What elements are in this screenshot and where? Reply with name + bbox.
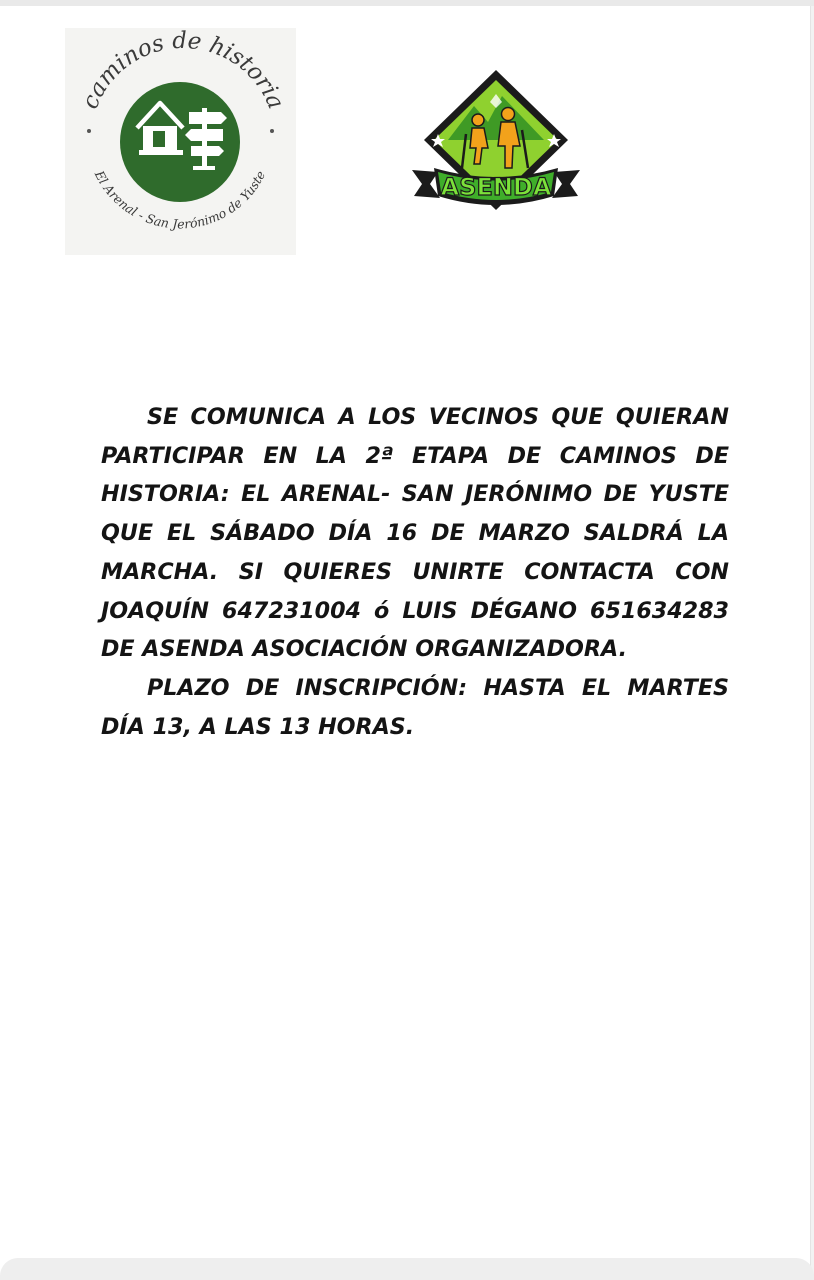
- notice-paragraph-1: SE COMUNICA A LOS VECINOS QUE QUIERAN PARTICIPAR EN LA 2ª ETAPA DE CAMINOS DE HISTORIA: EL ARENAL- SAN JERÓNIMO DE YUSTE QUE EL SÁBADO DÍA 16 DE MARZO SALDRÁ LA MARCHA. SI QUIERES UNIRTE CONTACTA CON JOAQUÍN 647231004 ó LUIS DÉGANO 651634283 DE ASENDA ASOCIACIÓN ORGANIZADORA.: [101, 404, 729, 663]
- bottom-bar: [0, 1258, 814, 1280]
- logo-arc-top-text: caminos de historia: [77, 28, 289, 113]
- asenda-logo: [408, 64, 584, 220]
- caminos-de-historia-logo: [65, 28, 296, 255]
- logo-green-circle: [120, 82, 240, 202]
- notice-text: [101, 398, 729, 746]
- notice-paragraph-2: PLAZO DE INSCRIPCIÓN: HASTA EL MARTES DÍA 13, A LAS 13 HORAS.: [101, 674, 729, 740]
- logo-arc-bottom-text: El Arenal - San Jerónimo de Yuste: [91, 168, 269, 232]
- asenda-logo-text: ASENDA: [440, 173, 552, 201]
